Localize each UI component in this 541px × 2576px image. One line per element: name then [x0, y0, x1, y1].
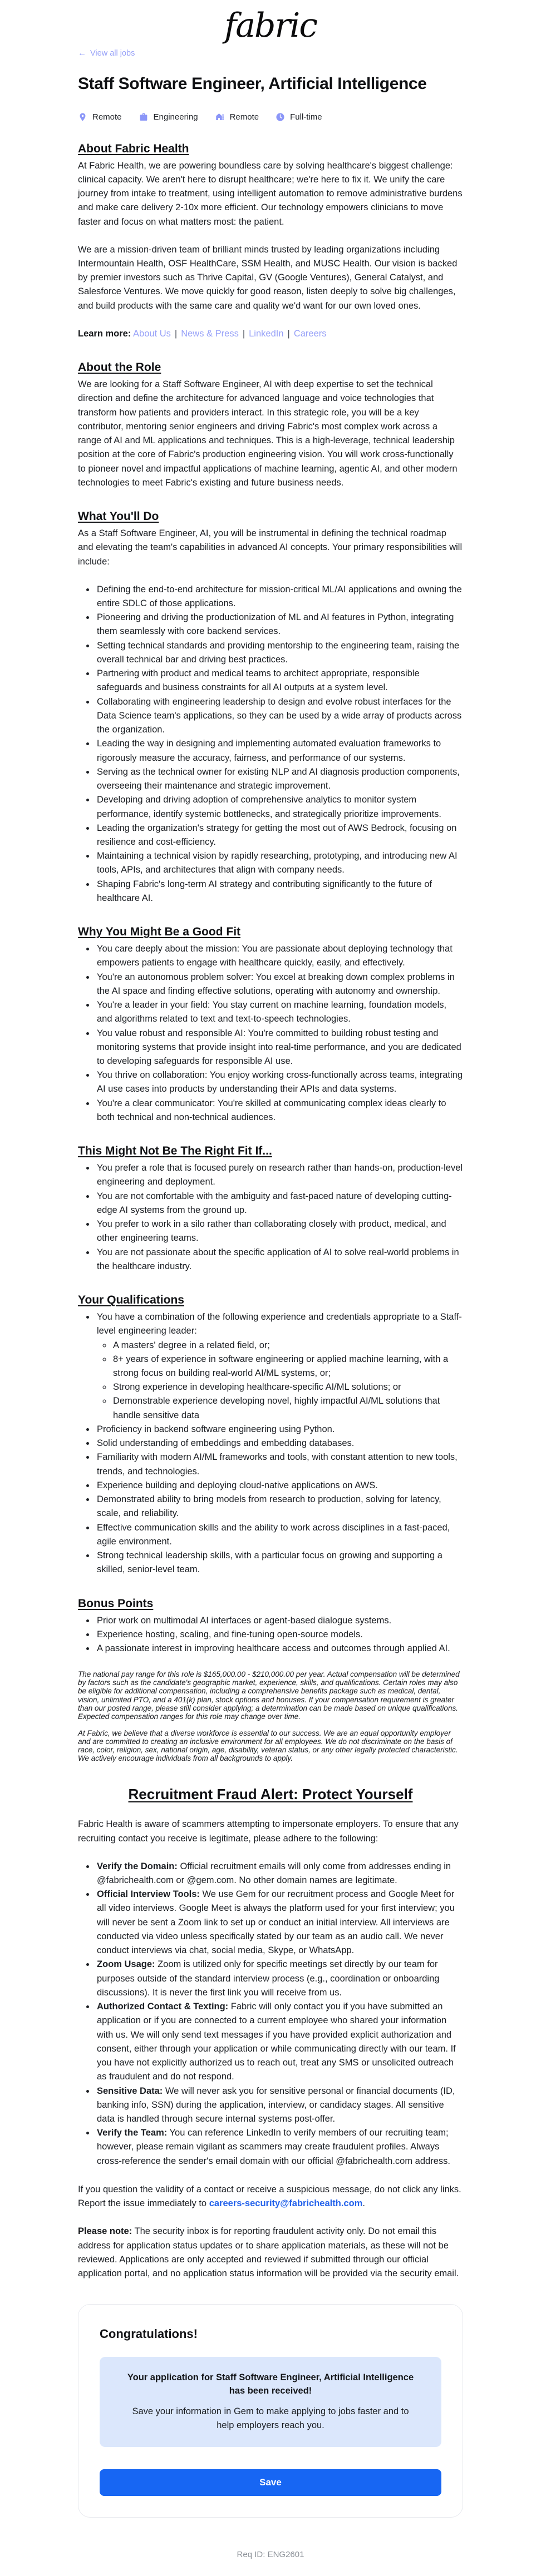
bullet-list	[78, 1614, 463, 1656]
learn-more-label: Learn more:	[78, 328, 131, 339]
list-item	[95, 1521, 463, 1549]
list-item	[95, 639, 463, 667]
job-tag-engineering	[139, 112, 198, 122]
list-item-text: You are not passionate about the specific application of AI to solve real-world problems in the healthcare industry.	[97, 1247, 459, 1271]
list-item	[95, 849, 463, 877]
fraud-item-lead: Verify the Domain:	[97, 1861, 178, 1871]
list-item-text: Strong technical leadership skills, with a particular focus on growing and supporting a skilled, senior-level team.	[97, 1550, 442, 1575]
security-email-link[interactable]: careers-security@fabrichealth.com	[209, 2198, 363, 2209]
please-note-paragraph	[78, 2225, 463, 2281]
list-item-text: A passionate interest in improving healthcare access and outcomes through applied AI.	[97, 1643, 450, 1653]
fraud-item-text: We will never ask you for sensitive personal or financial documents (ID, banking info, SSN) during the application, interview, or candidacy stages. All sensitive data is handled through secure internal systems post-offer.	[97, 2085, 455, 2124]
list-item	[95, 583, 463, 611]
list-item	[95, 1628, 463, 1642]
bullet-list	[78, 1161, 463, 1274]
page-title: Staff Software Engineer, Artificial Intelligence	[78, 75, 427, 93]
list-item	[95, 1423, 463, 1436]
list-item-text: Partnering with product and medical teams to architect appropriate, responsible safeguards and business constraints for all AI outputs at a system level.	[97, 668, 420, 693]
fraud-alert-intro: Fabric Health is aware of scammers attempting to impersonate employers. To ensure that any recruiting contact you receive is legitimate, please adhere to the following:	[78, 1819, 459, 1844]
fraud-item-text: We use Gem for our recruitment process and Google Meet for all video interviews. Google Meet is always the platform used for your first interview; you will never be sent a Zoom link to set up or conduct an initial interview. All interviews are conducted via video unless specifically stated by our team as an audio call. We never conduct interviews via chat, social media, Skype, or WhatsApp.	[97, 1889, 455, 1956]
list-item-text: You thrive on collaboration: You enjoy working cross-functionally across teams, integrating AI use cases into products by understanding their APIs and data systems.	[97, 1070, 463, 1094]
list-item	[95, 765, 463, 793]
list-item-text: Familiarity with modern AI/ML frameworks and tools, with constant attention to new tools, trends, and technologies.	[97, 1452, 458, 1477]
list-item	[95, 1097, 463, 1124]
section-this-might-not-be-the-right-fit-if	[78, 1145, 463, 1274]
list-item-text: Serving as the technical owner for existing NLP and AI diagnosis production components, overseeing their maintenance and strategic improvement.	[97, 766, 460, 791]
list-item-text: Leading the way in designing and implementing automated evaluation frameworks to rigorously measure the accuracy, fairness, and performance of our systems.	[97, 739, 441, 763]
section-heading: This Might Not Be The Right Fit If...	[78, 1145, 272, 1158]
list-item	[95, 821, 463, 849]
list-item	[95, 1161, 463, 1189]
fraud-item-text: Fabric will only contact you if you have submitted an application or if you are connected to a current employee who shared your information with us. We will only send text messages if you have provided explicit authorization and consent, either through your application or while communicating directly with our team. If you have not explicitly authorized us to reach out, treat any SMS or unsolicited outreach as fraudulent and do not respond.	[97, 2002, 456, 2082]
list-item-text: You're a clear communicator: You're skilled at communicating complex ideas clearly to both technical and non-technical audiences.	[97, 1098, 446, 1122]
application-received-card	[78, 2304, 463, 2517]
section-bonus-points	[78, 1597, 463, 1656]
list-item	[95, 878, 463, 905]
paragraph: We are looking for a Staff Software Engineer, AI with deep expertise to set the technical direction and define the architecture for advanced language and voice technologies that transform how patients and providers interact. In this strategic role, you will be a key contributor, mentoring senior engineers and driving Fabric's most complex work across a range of AI and ML applications and techniques. This is a high-leverage, technical leadership position at the core of Fabric's production engineering vision. You will work cross-functionally to pioneer novel and impactful applications of machine learning, agentic AI, and other modern technologies to meet Fabric's existing and future business needs.	[78, 379, 458, 488]
list-item	[95, 1190, 463, 1217]
list-item-text: You prefer a role that is focused purely on research rather than hands-on, production-level engineering and deployment.	[97, 1163, 463, 1187]
congrats-heading: Congratulations!	[100, 2327, 198, 2341]
link-separator: |	[242, 328, 245, 339]
legal-paragraph: The national pay range for this role is $165,000.00 - $210,000.00 per year. Actual compensation will be determined by factors such as the candidate's geographic market, experience, skills, and qualifications. Certain roles may also be eligible for additional compensation, including a comprehensive benefits package such as medical, dental, vision, unlimited PTO, and a 401(k) plan, stock options and bonuses. If your compensation requirement is greater than our posted range, please still consider applying; a determination can be made based on unique qualifications. Expected compensation ranges for this role may change over time.	[78, 1670, 460, 1721]
section-heading: About Fabric Health	[78, 142, 189, 155]
learn-more-row	[78, 327, 463, 341]
job-description-sections	[78, 142, 463, 1763]
view-all-jobs-link[interactable]	[78, 48, 135, 58]
list-item-text: Maintaining a technical vision by rapidly researching, prototyping, and introducing new AI tools, APIs, and architectures that align with company needs.	[97, 851, 458, 875]
list-item-text: Shaping Fabric's long-term AI strategy and contributing significantly to the future of healthcare AI.	[97, 879, 432, 903]
job-tag-full-time	[276, 112, 322, 122]
list-item-text: You're a leader in your field: You stay current on machine learning, foundation models, and algorithms related to text and text-to-speech technologies.	[97, 1000, 447, 1024]
bullet-list	[78, 583, 463, 905]
list-item-text: You care deeply about the mission: You are passionate about deploying technology that empowers patients to engage with healthcare quickly, easily, and effectively.	[97, 944, 453, 968]
paragraph: At Fabric Health, we are powering boundless care by solving healthcare's biggest challenge: clinical capacity. We aren't here to disrupt healthcare; we're here to fix it. We unify the care journey from intake to treatment, using intelligent automation to remove administrative burdens and make care delivery 2-10x more efficient. Our technology empowers clinicians to move faster and focus on what matters most: the patient.	[78, 160, 463, 227]
fraud-list-item	[95, 1888, 463, 1958]
save-info-text: Save your information in Gem to make applying to jobs faster and to help employers reach you.	[132, 2406, 409, 2430]
sub-list-item: ◦ 8+ years of experience in software engineering or applied machine learning, with a strong focus on building real-world AI/ML systems, or;	[112, 1353, 463, 1380]
list-item	[95, 1436, 463, 1450]
fraud-list-item	[95, 2000, 463, 2084]
list-item-text: Developing and driving adoption of comprehensive analytics to monitor system performance, identify systemic bottlenecks, and strategically prioritize improvements.	[97, 795, 441, 819]
list-item	[95, 1310, 463, 1423]
list-item-text: Proficiency in backend software engineering using Python.	[97, 1424, 335, 1434]
list-item	[95, 1246, 463, 1274]
job-tag-label: Remote	[229, 112, 259, 122]
list-item	[95, 1493, 463, 1520]
list-item	[95, 1549, 463, 1577]
please-note-label: Please note:	[78, 2226, 132, 2237]
fabric-logo: fabric	[224, 6, 317, 45]
list-item	[95, 695, 463, 737]
job-tag-label: Remote	[92, 112, 122, 122]
section-about-fabric-health	[78, 142, 463, 341]
fraud-alert-list	[78, 1860, 463, 2168]
job-tags-row	[78, 112, 463, 122]
fraud-item-text: Zoom is utilized only for specific meetings set directly by our team for purposes outside of the standard interview process (e.g., coordination or onboarding discussions). It is never the first link you will receive from us.	[97, 1959, 440, 1998]
section-heading: Why You Might Be a Good Fit	[78, 925, 241, 939]
list-item	[95, 667, 463, 695]
list-item-text: Experience hosting, scaling, and fine-tuning open-source models.	[97, 1629, 363, 1639]
sub-bullet-list	[97, 1339, 463, 1423]
learn-more-link-careers[interactable]: Careers	[293, 328, 327, 339]
list-item-text: Prior work on multimodal AI interfaces or agent-based dialogue systems.	[97, 1615, 392, 1626]
section-why-you-might-be-a-good-fit	[78, 925, 463, 1124]
list-item-text: Solid understanding of embeddings and embedding databases.	[97, 1438, 355, 1449]
section-your-qualifications	[78, 1294, 463, 1577]
list-item-text: You are not comfortable with the ambiguity and fast-paced nature of developing cutting-edge AI systems from the ground up.	[97, 1191, 452, 1215]
bullet-list	[78, 942, 463, 1124]
section-what-youll-do	[78, 510, 463, 905]
fraud-alert-heading: Recruitment Fraud Alert: Protect Yourself	[128, 1786, 413, 1803]
fraud-list-item	[95, 2126, 463, 2168]
fraud-item-lead: Official Interview Tools:	[97, 1889, 200, 1900]
list-item-text: Leading the organization's strategy for getting the most out of AWS Bedrock, focusing on resilience and cost-efficiency.	[97, 823, 457, 847]
briefcase-icon	[139, 112, 149, 122]
link-separator: |	[287, 328, 290, 339]
list-item	[95, 1027, 463, 1069]
learn-more-link-linkedin[interactable]: LinkedIn	[249, 328, 284, 339]
sub-list-item: ◦ Strong experience in developing healthcare-specific AI/ML solutions; or	[112, 1380, 463, 1394]
report-paragraph	[78, 2183, 463, 2211]
sub-list-item: ◦ Demonstrable experience developing novel, highly impactful AI/ML solutions that handle sensitive data	[112, 1394, 463, 1422]
section-about-the-role	[78, 361, 463, 490]
list-item	[95, 1068, 463, 1096]
list-item	[95, 1614, 463, 1628]
link-separator: |	[174, 328, 178, 339]
learn-more-link-about-us[interactable]: About Us	[133, 328, 171, 339]
report-text-before: If you question the validity of a contact or receive a suspicious message, do not click any links. Report the issue immediately to	[78, 2184, 461, 2209]
list-item	[95, 942, 463, 970]
report-text-after: .	[362, 2198, 365, 2209]
list-item-text: Demonstrated ability to bring models from research to production, solving for latency, scale, and reliability.	[97, 1494, 441, 1519]
legal-paragraph: At Fabric, we believe that a diverse workforce is essential to our success. We are an equal opportunity employer and are committed to creating an inclusive environment for all employees. We do not discriminate on the basis of race, color, religion, sex, national origin, age, disability, veteran status, or any other legally protected characteristic. We actively encourage individuals from all backgrounds to apply.	[78, 1728, 458, 1763]
list-item-text: You're an autonomous problem solver: You excel at breaking down complex problems in the AI space and finding effective solutions, operating with autonomy and ownership.	[97, 972, 455, 996]
learn-more-link-news-press[interactable]: News & Press	[181, 328, 239, 339]
list-item-text: Collaborating with engineering leadership to design and evolve robust interfaces for the Data Science team's applications, so they can be used by a wide array of products across the organization.	[97, 696, 462, 735]
clock-icon	[276, 112, 285, 122]
req-id: Req ID: ENG2601	[237, 2549, 304, 2559]
section-heading: About the Role	[78, 361, 161, 374]
fraud-item-lead: Authorized Contact & Texting:	[97, 2002, 229, 2012]
list-item	[95, 998, 463, 1026]
list-item-text: You prefer to work in a silo rather than collaborating closely with product, medical, and other engineering teams.	[97, 1219, 446, 1244]
job-tag-remote	[215, 112, 259, 122]
list-item-text: You value robust and responsible AI: You're committed to building robust testing and monitoring systems that provide insight into real-time performance, and you are dedicated to developing safeguards for responsible AI use.	[97, 1028, 461, 1067]
please-note-text: The security inbox is for reporting fraudulent activity only. Do not email this address for application status updates or to share application materials, as these will not be reviewed. Applications are only accepted and reviewed if submitted through our official application portal, and no application status information will be provided via the security email.	[78, 2226, 459, 2279]
list-item	[95, 1217, 463, 1245]
list-item	[95, 611, 463, 638]
fraud-list-item	[95, 1860, 463, 1888]
job-tag-label: Engineering	[153, 112, 198, 122]
back-arrow-icon: ←	[78, 48, 86, 58]
list-item	[95, 1642, 463, 1656]
bullet-list	[78, 1310, 463, 1577]
list-item-text: Pioneering and driving the productionization of ML and AI features in Python, integrating them seamlessly with core backend services.	[97, 612, 454, 637]
fraud-item-lead: Zoom Usage:	[97, 1959, 155, 1970]
list-item	[95, 970, 463, 998]
back-link-label: View all jobs	[90, 48, 135, 58]
job-tag-label: Full-time	[290, 112, 322, 122]
list-item-text: Experience building and deploying cloud-native applications on AWS.	[97, 1480, 378, 1490]
location-pin-icon	[78, 112, 87, 122]
list-item-text: Effective communication skills and the ability to work across disciplines in a fast-paced, agile environment.	[97, 1522, 450, 1547]
list-item	[95, 1450, 463, 1478]
application-received-message-box	[100, 2357, 441, 2446]
list-item	[95, 1479, 463, 1493]
section-legal	[78, 1670, 463, 1762]
save-button[interactable]: Save	[100, 2469, 441, 2496]
paragraph: As a Staff Software Engineer, AI, you will be instrumental in defining the technical roadmap and elevating the team's capabilities in advanced AI concepts. Your primary responsibilities will include:	[78, 528, 463, 567]
fraud-item-lead: Sensitive Data:	[97, 2085, 163, 2096]
fraud-list-item	[95, 2084, 463, 2127]
list-item	[95, 793, 463, 821]
section-heading: What You'll Do	[78, 510, 159, 523]
fraud-item-text: You can reference LinkedIn to verify members of our recruiting team; however, please remain vigilant as scammers may create fraudulent profiles. Always cross-reference the sender's email domain with our official @fabrichealth.com address.	[97, 2128, 450, 2166]
section-heading: Your Qualifications	[78, 1294, 184, 1307]
list-item	[95, 737, 463, 765]
sub-list-item: ◦ A masters' degree in a related field, or;	[112, 1339, 463, 1353]
building-icon	[215, 112, 225, 122]
paragraph: We are a mission-driven team of brilliant minds trusted by leading organizations including Intermountain Health, OSF HealthCare, SSM Health, and MUSC Health. Our vision is backed by premier investors such as Thrive Capital, GV (Google Ventures), General Catalyst, and Salesforce Ventures. We move quickly for good reason, listen deeply to solve big challenges, and build products with the same care and quality we'd want for our own loved ones.	[78, 244, 458, 311]
fraud-item-lead: Verify the Team:	[97, 2128, 168, 2138]
list-item-text: Setting technical standards and providing mentorship to the engineering team, raising the overall technical bar and driving best practices.	[97, 640, 460, 665]
job-tag-remote	[78, 112, 122, 122]
fraud-item-text: Official recruitment emails will only come from addresses ending in @fabrichealth.com or @gem.com. No other domain names are legitimate.	[97, 1861, 451, 1886]
section-heading: Bonus Points	[78, 1597, 154, 1610]
list-item-text: You have a combination of the following experience and credentials appropriate to a Staff-level engineering leader:	[97, 1312, 462, 1336]
fraud-list-item	[95, 1958, 463, 2000]
list-item-text: Defining the end-to-end architecture for mission-critical ML/AI applications and owning the entire SDLC of those applications.	[97, 584, 462, 608]
application-received-text: Your application for Staff Software Engineer, Artificial Intelligence has been received!	[127, 2372, 414, 2396]
